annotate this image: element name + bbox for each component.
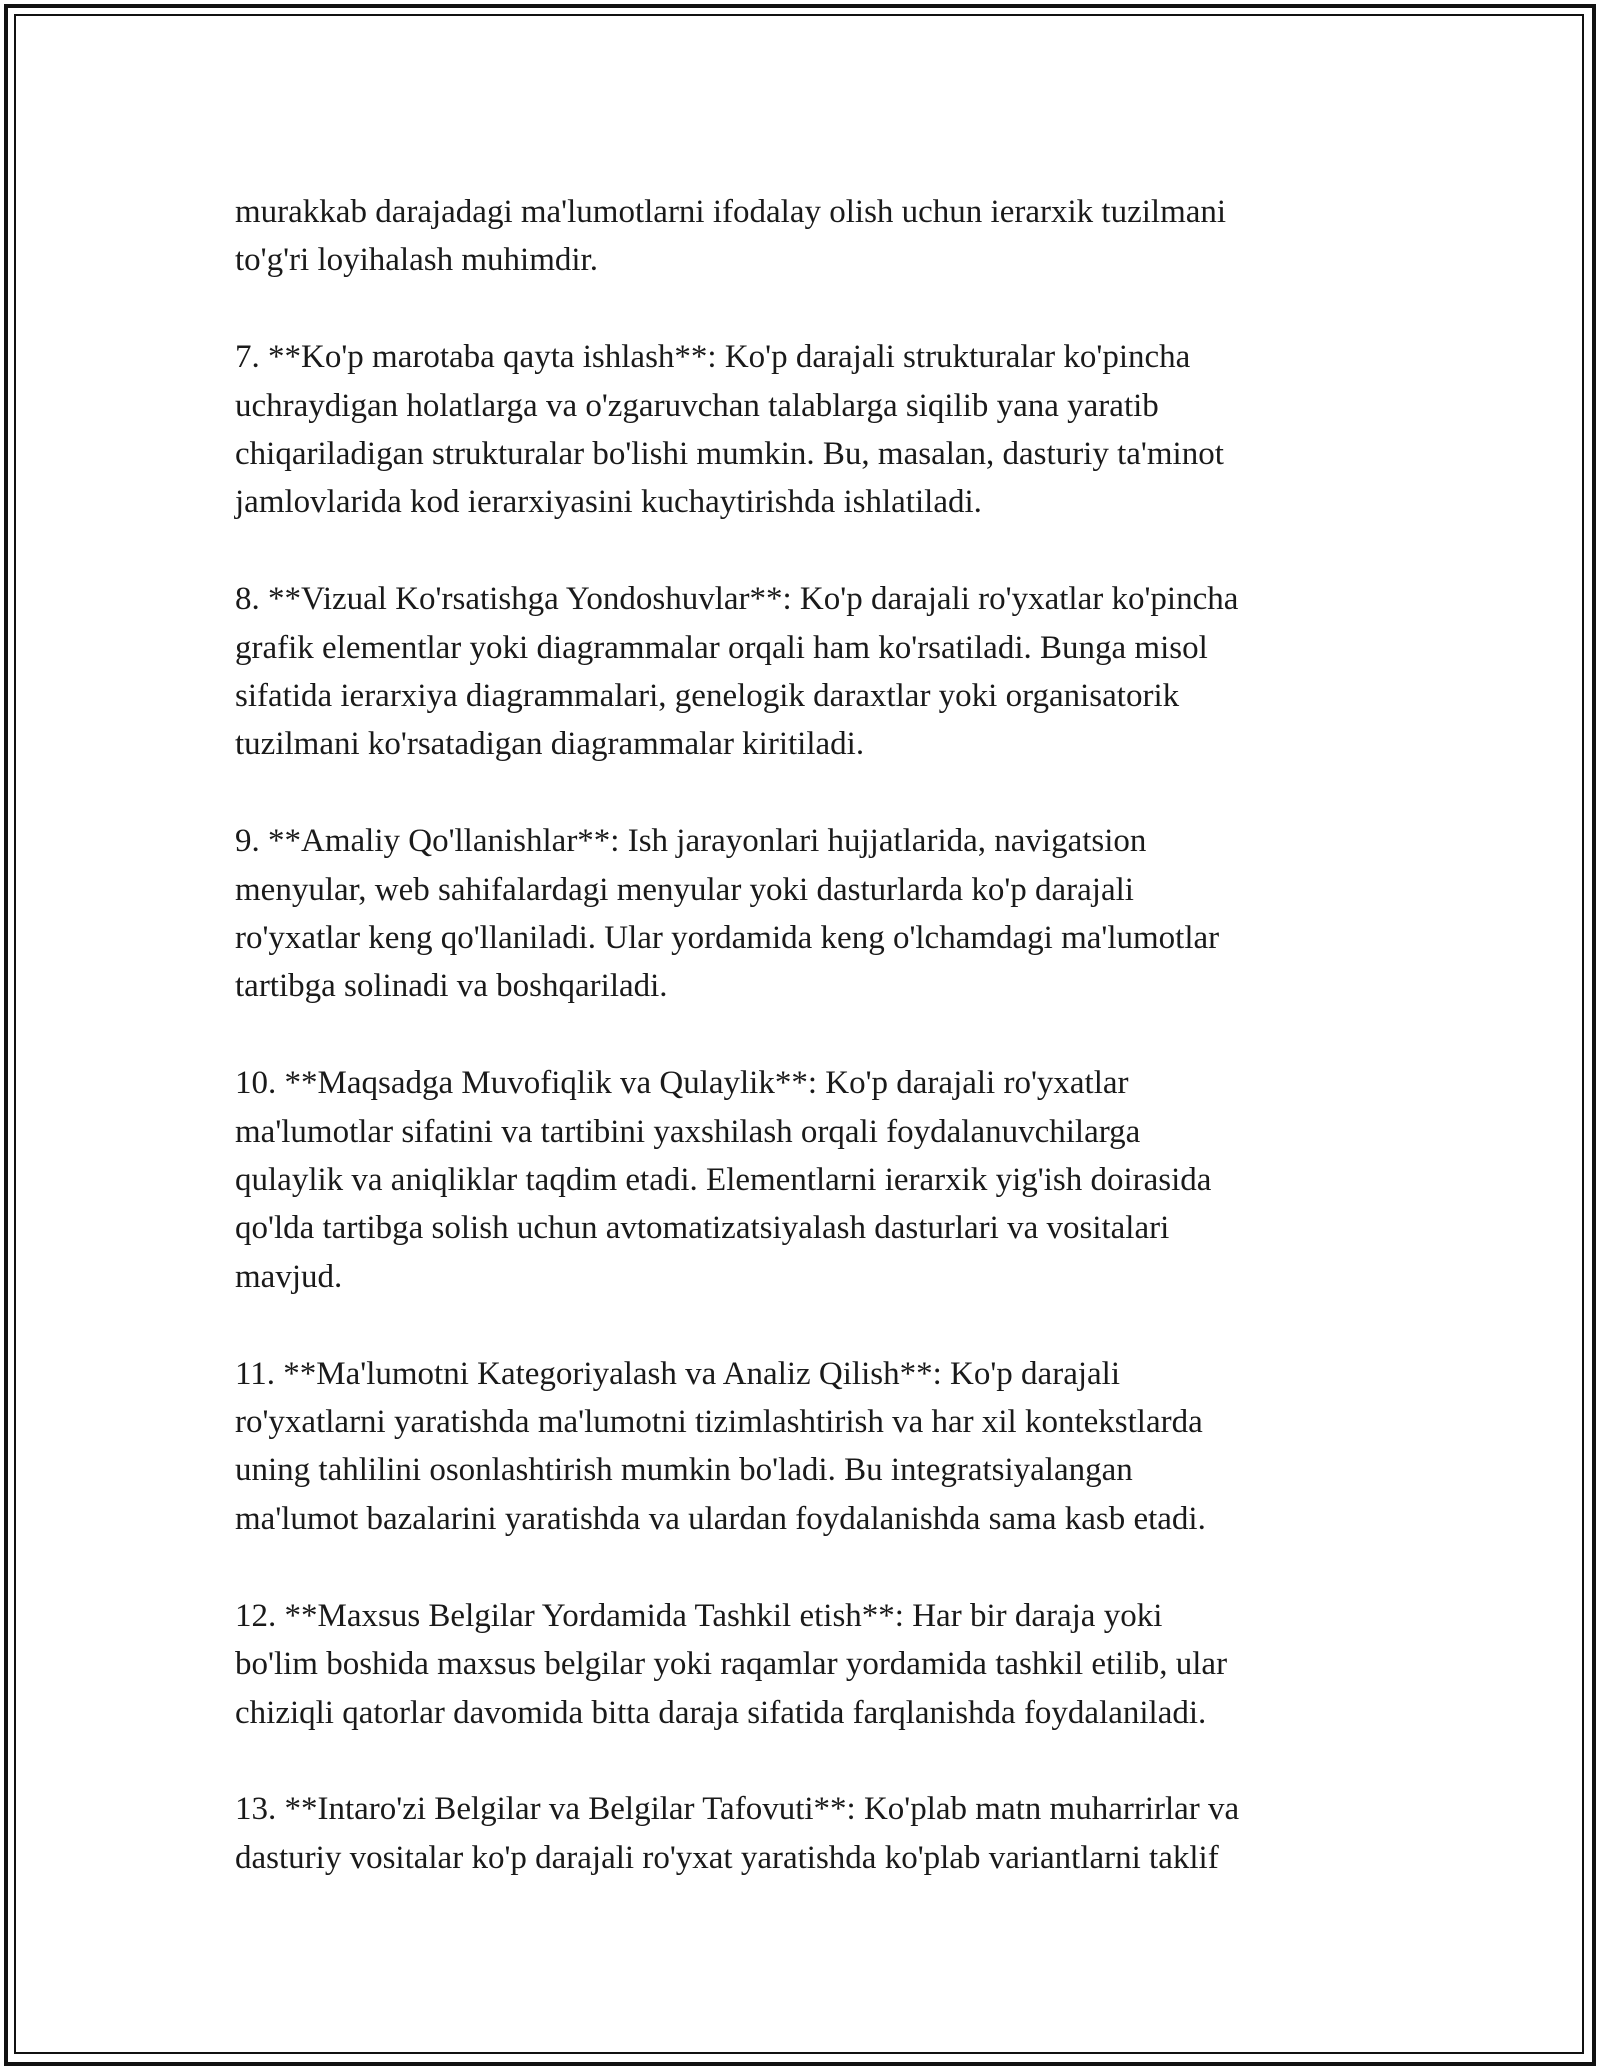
text-line: dasturiy vositalar ko'p darajali ro'yxat yaratishda ko'plab variantlarni taklif (235, 1839, 1219, 1876)
text-line: ro'yxatlar keng qo'llaniladi. Ular yordamida keng o'lchamdagi ma'lumotlar (235, 920, 1220, 957)
text-line: 11. **Ma'lumotni Kategoriyalash va Analiz Qilish**: Ko'p darajali (235, 1355, 1120, 1392)
document-body (235, 188, 1365, 1882)
text-line: uning tahlilini osonlashtirish mumkin bo'ladi. Bu integratsiyalangan (235, 1452, 1133, 1489)
text-line: sifatida ierarxiya diagrammalari, genelogik daraxtlar yoki organisatorik (235, 678, 1180, 715)
paragraph-7 (235, 333, 1365, 527)
text-line: ma'lumot bazalarini yaratishda va ulardan foydalanishda sama kasb etadi. (235, 1500, 1206, 1537)
paragraph-10 (235, 1059, 1365, 1301)
text-line: ma'lumotlar sifatini va tartibini yaxshilash orqali foydalanuvchilarga (235, 1113, 1141, 1150)
text-line: chiziqli qatorlar davomida bitta daraja sifatida farqlanishda foydalaniladi. (235, 1694, 1207, 1731)
text-line: murakkab darajadagi ma'lumotlarni ifodalay olish uchun ierarxik tuzilmani (235, 194, 1227, 230)
text-line: tuzilmani ko'rsatadigan diagrammalar kiritiladi. (235, 726, 865, 763)
text-line: ro'yxatlarni yaratishda ma'lumotni tizimlashtirish va har xil kontekstlarda (235, 1404, 1203, 1441)
paragraph-9 (235, 817, 1365, 1011)
text-line: qulaylik va aniqliklar taqdim etadi. Elementlarni ierarxik yig'ish doirasida (235, 1162, 1212, 1199)
text-line: to'g'ri loyihalash muhimdir. (235, 242, 598, 279)
paragraph-12 (235, 1592, 1365, 1737)
paragraph-13 (235, 1785, 1365, 1882)
text-line: jamlovlarida kod ierarxiyasini kuchaytirishda ishlatiladi. (235, 484, 982, 521)
text-line: qo'lda tartibga solish uchun avtomatizatsiyalash dasturlari va vositalari (235, 1210, 1170, 1247)
text-line: chiqariladigan strukturalar bo'lishi mumkin. Bu, masalan, dasturiy ta'minot (235, 436, 1224, 473)
text-line: 10. **Maqsadga Muvofiqlik va Qulaylik**: Ko'p darajali ro'yxatlar (235, 1065, 1129, 1102)
text-line: grafik elementlar yoki diagrammalar orqali ham ko'rsatiladi. Bunga misol (235, 629, 1208, 666)
text-line: 9. **Amaliy Qo'llanishlar**: Ish jarayonlari hujjatlarida, navigatsion (235, 823, 1147, 860)
text-line: tartibga solinadi va boshqariladi. (235, 968, 668, 1005)
text-line: 8. **Vizual Ko'rsatishga Yondoshuvlar**: Ko'p darajali ro'yxatlar ko'pincha (235, 581, 1239, 618)
text-line: mavjud. (235, 1258, 343, 1295)
text-line: uchraydigan holatlarga va o'zgaruvchan talablarga siqilib yana yaratib (235, 387, 1159, 424)
text-line: 7. **Ko'p marotaba qayta ishlash**: Ko'p darajali strukturalar ko'pincha (235, 339, 1191, 376)
text-line: 12. **Maxsus Belgilar Yordamida Tashkil etish**: Har bir daraja yoki (235, 1597, 1163, 1634)
text-line: menyular, web sahifalardagi menyular yoki dasturlarda ko'p darajali (235, 871, 1134, 908)
text-line: bo'lim boshida maxsus belgilar yoki raqamlar yordamida tashkil etilib, ular (235, 1646, 1228, 1683)
paragraph-6-continuation (235, 188, 1365, 285)
paragraph-11 (235, 1350, 1365, 1544)
paragraph-8 (235, 575, 1365, 769)
text-line: 13. **Intaro'zi Belgilar va Belgilar Tafovuti**: Ko'plab matn muharrirlar va (235, 1791, 1240, 1828)
